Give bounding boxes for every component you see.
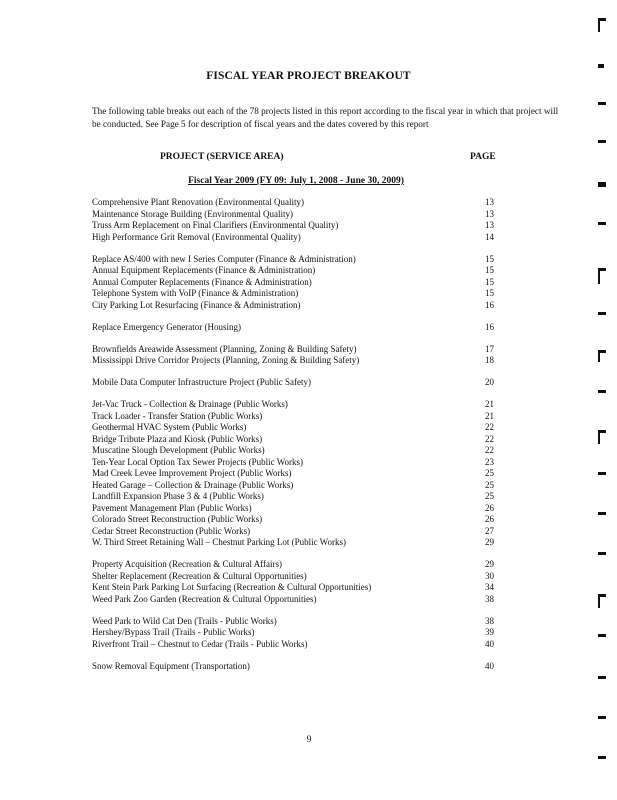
list-item: [92, 639, 494, 651]
list-item: [92, 661, 494, 673]
project-name: Annual Equipment Replacements (Finance & Administration): [92, 265, 316, 275]
project-group: [92, 322, 494, 334]
page-number: 9: [306, 735, 312, 745]
list-item: [92, 288, 494, 300]
project-name: City Parking Lot Resurfacing (Finance & Administration): [92, 299, 301, 310]
project-name: W. Third Street Retaining Wall – Chestnut Parking Lot (Public Works): [92, 537, 346, 547]
list-item: [92, 355, 494, 367]
list-item: [92, 627, 494, 639]
project-page: 21: [485, 410, 494, 421]
project-name: Geothermal HVAC System (Public Works): [92, 422, 247, 432]
list-item: [92, 422, 494, 434]
list-item: [92, 434, 494, 446]
list-item: [92, 300, 494, 312]
list-item: [92, 480, 494, 492]
project-page: 22: [485, 422, 494, 432]
project-page: 25: [485, 468, 494, 478]
project-name: Annual Computer Replacements (Finance & Administration): [92, 276, 312, 287]
list-item: [92, 265, 494, 277]
project-page: 15: [485, 288, 494, 298]
project-name: Weed Park to Wild Cat Den (Trails - Public Works): [92, 615, 277, 626]
list-item: [92, 468, 494, 480]
project-page: 38: [485, 615, 494, 626]
project-name: Maintenance Storage Building (Environmental Quality): [92, 208, 293, 219]
list-item: [92, 377, 494, 389]
list-item: [92, 537, 494, 549]
project-name: Mississippi Drive Corridor Projects (Planning, Zoning & Building Safety): [92, 355, 360, 365]
project-page: 30: [485, 570, 494, 581]
project-page: 22: [485, 433, 494, 444]
project-page: 22: [485, 445, 494, 455]
project-page: 18: [485, 355, 494, 365]
project-group: [92, 377, 494, 389]
list-item: [92, 571, 494, 583]
project-page: 29: [485, 559, 494, 569]
project-list: [92, 197, 494, 683]
project-page: 13: [485, 220, 494, 230]
project-group: [92, 559, 494, 605]
list-item: [92, 526, 494, 538]
project-name: Jet-Vac Truck - Collection & Drainage (Public Works): [92, 399, 288, 409]
project-group: [92, 344, 494, 367]
project-page: 21: [485, 399, 494, 409]
project-name: Brownfields Areawide Assessment (Planning, Zoning & Building Safety): [92, 343, 357, 354]
column-header-page: PAGE: [470, 152, 496, 162]
project-name: Cedar Street Reconstruction (Public Works): [92, 525, 251, 536]
project-name: Truss Arm Replacement on Final Clarifiers (Environmental Quality): [92, 220, 339, 230]
project-page: 26: [485, 502, 494, 513]
list-item: [92, 344, 494, 356]
list-item: [92, 220, 494, 232]
list-item: [92, 457, 494, 469]
project-page: 38: [485, 593, 494, 604]
project-page: 15: [485, 276, 494, 287]
project-group: [92, 661, 494, 673]
project-page: 25: [485, 491, 494, 501]
list-item: [92, 232, 494, 244]
project-name: Weed Park Zoo Garden (Recreation & Cultural Opportunities): [92, 593, 317, 604]
list-item: [92, 445, 494, 457]
project-group: [92, 616, 494, 651]
project-name: High Performance Grit Removal (Environmental Quality): [92, 231, 301, 242]
project-name: Heated Garage – Collection & Drainage (Public Works): [92, 479, 294, 490]
page-title: FISCAL YEAR PROJECT BREAKOUT: [206, 70, 411, 82]
list-item: [92, 503, 494, 515]
project-page: 40: [485, 638, 494, 649]
project-name: Telephone System with VoIP (Finance & Administration): [92, 288, 299, 298]
column-header-project: PROJECT (SERVICE AREA): [160, 152, 284, 162]
project-group: [92, 197, 494, 243]
project-page: 23: [485, 456, 494, 467]
project-page: 25: [485, 479, 494, 490]
project-name: Riverfront Trail – Chestnut to Cedar (Trails - Public Works): [92, 638, 308, 649]
project-name: Kent Stein Park Parking Lot Surfacing (Recreation & Cultural Opportunities): [92, 582, 372, 592]
project-name: Colorado Street Reconstruction (Public Works): [92, 514, 263, 524]
list-item: [92, 277, 494, 289]
list-item: [92, 616, 494, 628]
project-page: 15: [485, 253, 494, 264]
project-page: 16: [485, 299, 494, 310]
project-page: 34: [485, 582, 494, 592]
project-group: [92, 254, 494, 312]
project-page: 14: [485, 231, 494, 242]
project-name: Snow Removal Equipment (Transportation): [92, 660, 250, 671]
project-name: Ten-Year Local Option Tax Sewer Projects (Public Works): [92, 456, 303, 467]
list-item: [92, 514, 494, 526]
list-item: [92, 559, 494, 571]
list-item: [92, 254, 494, 266]
project-page: 39: [485, 627, 494, 637]
project-page: 13: [485, 197, 494, 207]
project-name: Hershey/Bypass Trail (Trails - Public Works): [92, 627, 255, 637]
project-name: Property Acquisition (Recreation & Cultural Affairs): [92, 559, 283, 569]
project-page: 29: [485, 537, 494, 547]
list-item: [92, 197, 494, 209]
list-item: [92, 491, 494, 503]
project-name: Bridge Tribute Plaza and Kiosk (Public Works): [92, 433, 263, 444]
fiscal-year-heading: Fiscal Year 2009 (FY 09: July 1, 2008 - June 30, 2009): [188, 176, 404, 186]
project-name: Comprehensive Plant Renovation (Environmental Quality): [92, 197, 304, 207]
project-name: Replace AS/400 with new I Series Computer (Finance & Administration): [92, 253, 356, 264]
project-name: Mobile Data Computer Infrastructure Project (Public Safety): [92, 377, 311, 387]
project-page: 16: [485, 321, 494, 332]
project-page: 40: [485, 660, 494, 671]
project-page: 17: [485, 343, 494, 354]
project-page: 13: [485, 208, 494, 219]
project-name: Track Loader - Transfer Station (Public Works): [92, 410, 263, 421]
project-name: Shelter Replacement (Recreation & Cultural Opportunities): [92, 570, 307, 581]
project-name: Pavement Management Plan (Public Works): [92, 502, 252, 513]
project-page: 20: [485, 377, 494, 387]
list-item: [92, 322, 494, 334]
project-page: 15: [485, 265, 494, 275]
project-page: 27: [485, 525, 494, 536]
list-item: [92, 582, 494, 594]
project-name: Landfill Expansion Phase 3 & 4 (Public Works): [92, 491, 264, 501]
project-name: Replace Emergency Generator (Housing): [92, 321, 242, 332]
list-item: [92, 594, 494, 606]
project-name: Muscatine Slough Development (Public Works): [92, 445, 265, 455]
project-group: [92, 399, 494, 549]
intro-paragraph: The following table breaks out each of the 78 projects listed in this report according to the fiscal year in which that project will be conducted. See Page 5 for description of fiscal years and the dates covered by this report: [92, 106, 559, 129]
project-name: Mad Creek Levee Improvement Project (Public Works): [92, 468, 292, 478]
project-page: 26: [485, 514, 494, 524]
list-item: [92, 411, 494, 423]
list-item: [92, 209, 494, 221]
list-item: [92, 399, 494, 411]
